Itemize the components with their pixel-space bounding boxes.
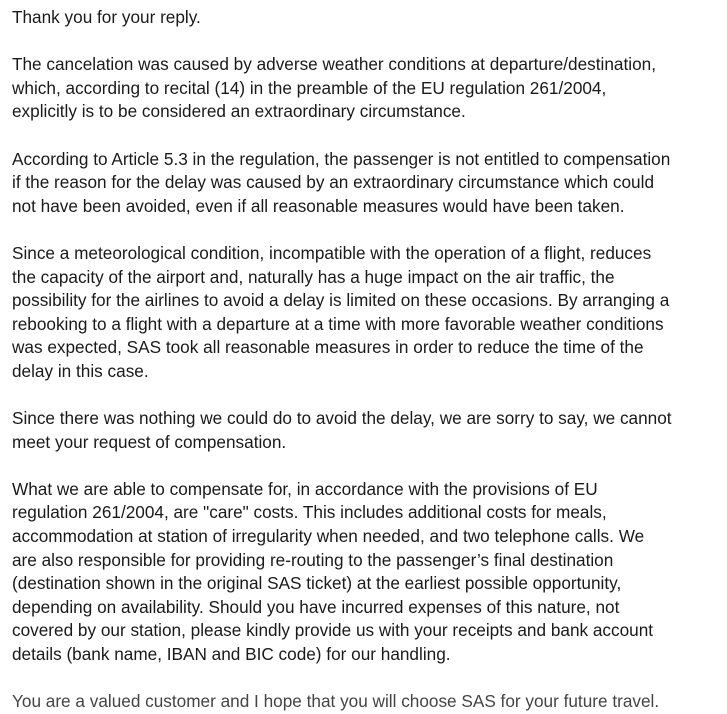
greeting-paragraph: Thank you for your reply. [12, 7, 201, 27]
compensation-denied-paragraph: Since there was nothing we could do to avoid the delay, we are sorry to say, we cannot meet your request of compensation. [12, 408, 672, 452]
closing-paragraph: You are a valued customer and I hope that you will choose SAS for your future travel. [12, 691, 660, 712]
cancelation-reason-paragraph: The cancelation was caused by adverse weather conditions at departure/destination, which, according to recital (14) in the preamble of the EU regulation 261/2004, explicitly is to be considered an extraordinary circumstance. [12, 54, 656, 122]
weather-measures-paragraph: Since a meteorological condition, incompatible with the operation of a flight, reduces the capacity of the airport and, naturally has a huge impact on the air traffic, the possibility for the airlines to avoid a delay is limited on these occasions. By arranging a rebooking to a flight with a departure at a time with more favorable weather conditions was expected, SAS took all reasonable measures in order to reduce the time of the delay in this case. [12, 242, 670, 381]
care-costs-paragraph: What we are able to compensate for, in accordance with the provisions of EU regulation 261/2004, are "care" costs. This includes additional costs for meals, accommodation at station of irregularity when needed, and two telephone calls. We are also responsible for providing re-routing to the passenger’s final destination (destination shown in the original SAS ticket) at the earliest possible opportunity, depending on availability. Should you have incurred expenses of this nature, not covered by our station, please kindly provide us with your receipts and bank account details (bank name, IBAN and BIC code) for our handling. [12, 478, 654, 665]
letter-body [12, 6, 720, 714]
article-5-3-paragraph: According to Article 5.3 in the regulation, the passenger is not entitled to compensation if the reason for the delay was caused by an extraordinary circumstance which could not have been avoided, even if all reasonable measures would have been taken. [12, 148, 671, 216]
